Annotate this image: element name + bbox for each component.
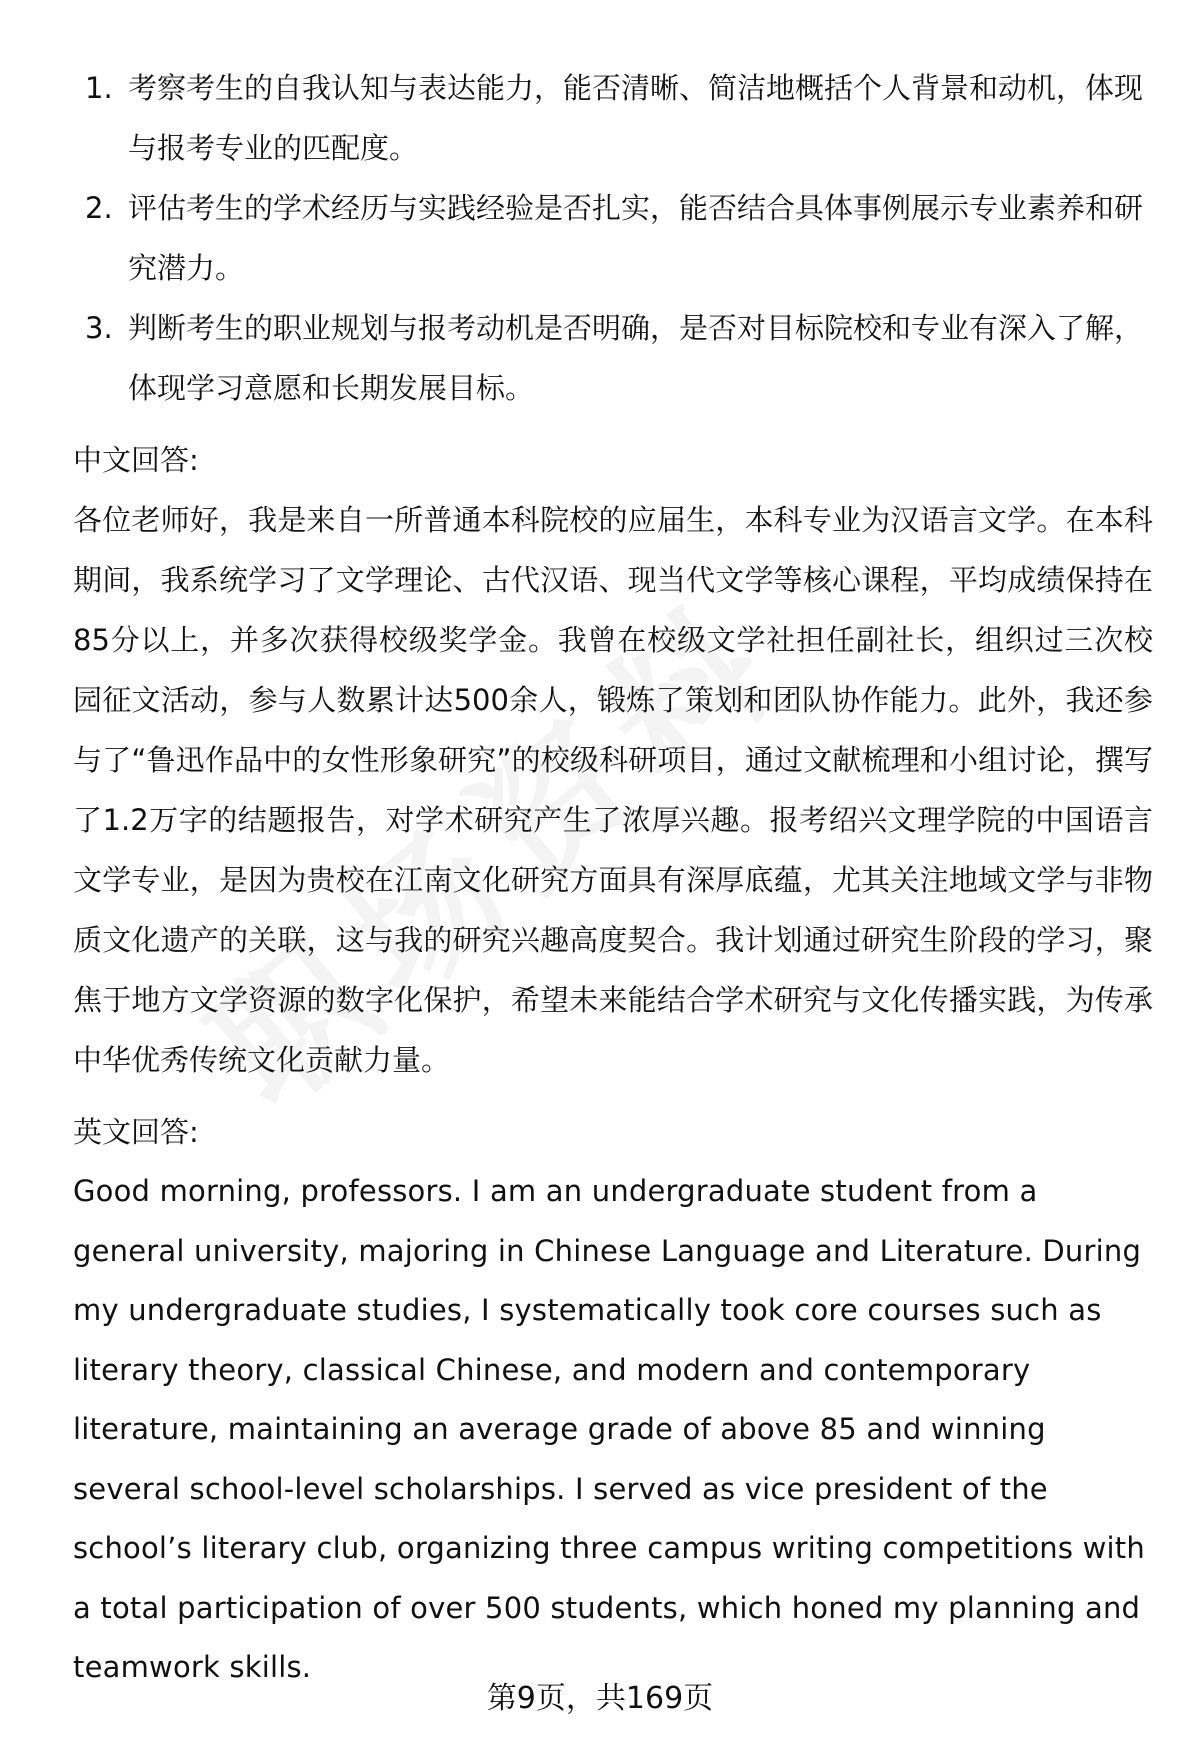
criteria-text: 考察考生的自我认知与表达能力，能否清晰、简洁地概括个人背景和动机，体现与报考专业的匹配度。 xyxy=(128,71,1144,165)
page-content xyxy=(73,58,1153,1698)
chinese-answer-label: 中文回答: xyxy=(73,443,199,477)
criteria-list xyxy=(73,58,1153,418)
english-answer-text: Good morning, professors. I am an undergraduate student from a general university, majoring in Chinese Language and Literature. During my undergraduate studies, I systematically took core courses such as literary theory, classical Chinese, and modern and contemporary literature, maintaining an average grade of above 85 and winning several school-level scholarships. I served as vice president of the school’s literary club, organizing three campus writing competitions with a total participation of over 500 students, which honed my planning and teamwork skills. xyxy=(73,1174,1145,1684)
criteria-item xyxy=(73,298,1153,418)
criteria-item xyxy=(73,58,1153,178)
criteria-item xyxy=(73,178,1153,298)
criteria-number: 3. xyxy=(85,311,113,345)
criteria-text: 判断考生的职业规划与报考动机是否明确，是否对目标院校和专业有深入了解，体现学习意愿和长期发展目标。 xyxy=(128,311,1144,405)
page-number: 第9页，共169页 xyxy=(486,1681,714,1716)
chinese-answer-text: 各位老师好，我是来自一所普通本科院校的应届生，本科专业为汉语言文学。在本科期间，我系统学习了文学理论、古代汉语、现当代文学等核心课程，平均成绩保持在85分以上，并多次获得校级奖学金。我曾在校级文学社担任副社长，组织过三次校园征文活动，参与人数累计达500余人，锻炼了策划和团队协作能力。此外，我还参与了“鲁迅作品中的女性形象研究”的校级科研项目，通过文献梳理和小组讨论，撰写了1.2万字的结题报告，对学术研究产生了浓厚兴趣。报考绍兴文理学院的中国语言文学专业，是因为贵校在江南文化研究方面具有深厚底蕴，尤其关注地域文学与非物质文化遗产的关联，这与我的研究兴趣高度契合。我计划通过研究生阶段的学习，聚焦于地方文学资源的数字化保护，希望未来能结合学术研究与文化传播实践，为传承中华优秀传统文化贡献力量。 xyxy=(73,503,1153,1077)
criteria-number: 2. xyxy=(85,191,113,225)
criteria-text: 评估考生的学术经历与实践经验是否扎实，能否结合具体事例展示专业素养和研究潜力。 xyxy=(128,191,1144,285)
english-answer-label: 英文回答: xyxy=(73,1115,199,1149)
criteria-number: 1. xyxy=(85,71,113,105)
